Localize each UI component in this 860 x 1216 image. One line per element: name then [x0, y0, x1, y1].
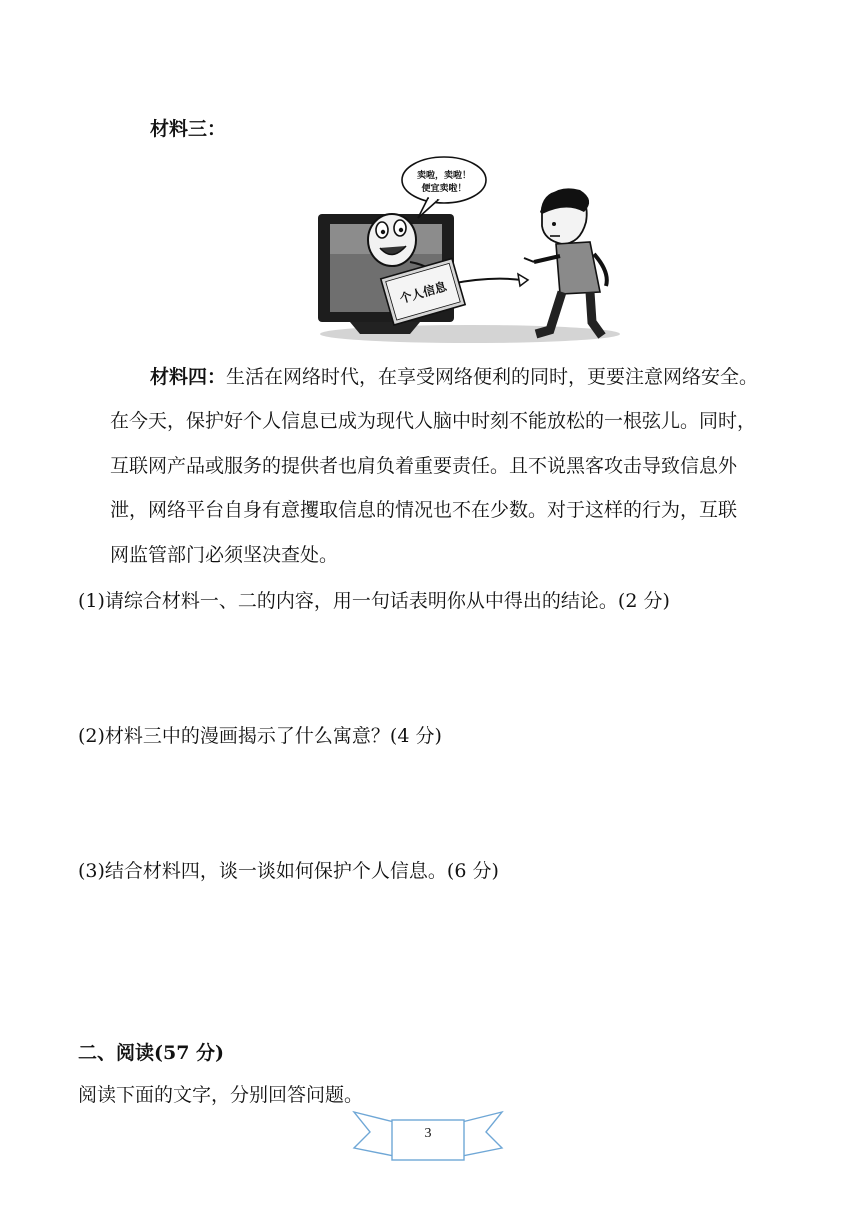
material-four-line-1: 材料四：生活在网络时代，在享受网络便利的同时，更要注意网络安全。: [150, 366, 759, 388]
material-three-label: 材料三：: [150, 118, 227, 140]
material-four-line-2: 在今天，保护好个人信息已成为现代人脑中时刻不能放松的一根弦儿。同时，: [110, 410, 757, 432]
man-figure: [524, 188, 607, 336]
question-1: (1)请综合材料一、二的内容，用一句话表明你从中得出的结论。(2 分): [78, 590, 670, 612]
material-four-line-4: 泄，网络平台自身有意攫取信息的情况也不在少数。对于这样的行为，互联: [110, 499, 738, 521]
speech-line-2: 便宜卖啦！: [421, 184, 467, 194]
material-four-line-3: 互联网产品或服务的提供者也肩负着重要责任。且不说黑客攻击导致信息外: [110, 455, 738, 477]
section-two-heading: 二、阅读(57 分): [78, 1042, 225, 1064]
cartoon-illustration: [310, 152, 620, 344]
question-2: (2)材料三中的漫画揭示了什么寓意？(4 分): [78, 725, 442, 747]
material-four-label: 材料四：: [150, 366, 227, 388]
speech-bubble: [402, 157, 486, 218]
question-3: (3)结合材料四，谈一谈如何保护个人信息。(6 分): [78, 860, 499, 882]
page-number: 3: [424, 1126, 432, 1141]
material-four-line-5: 网监管部门必须坚决查处。: [110, 544, 339, 566]
section-two-instruction: 阅读下面的文字，分别回答问题。: [78, 1084, 364, 1106]
folder-label: 个人信息: [398, 279, 449, 307]
speech-line-1: 卖啦，卖啦！: [416, 171, 472, 181]
